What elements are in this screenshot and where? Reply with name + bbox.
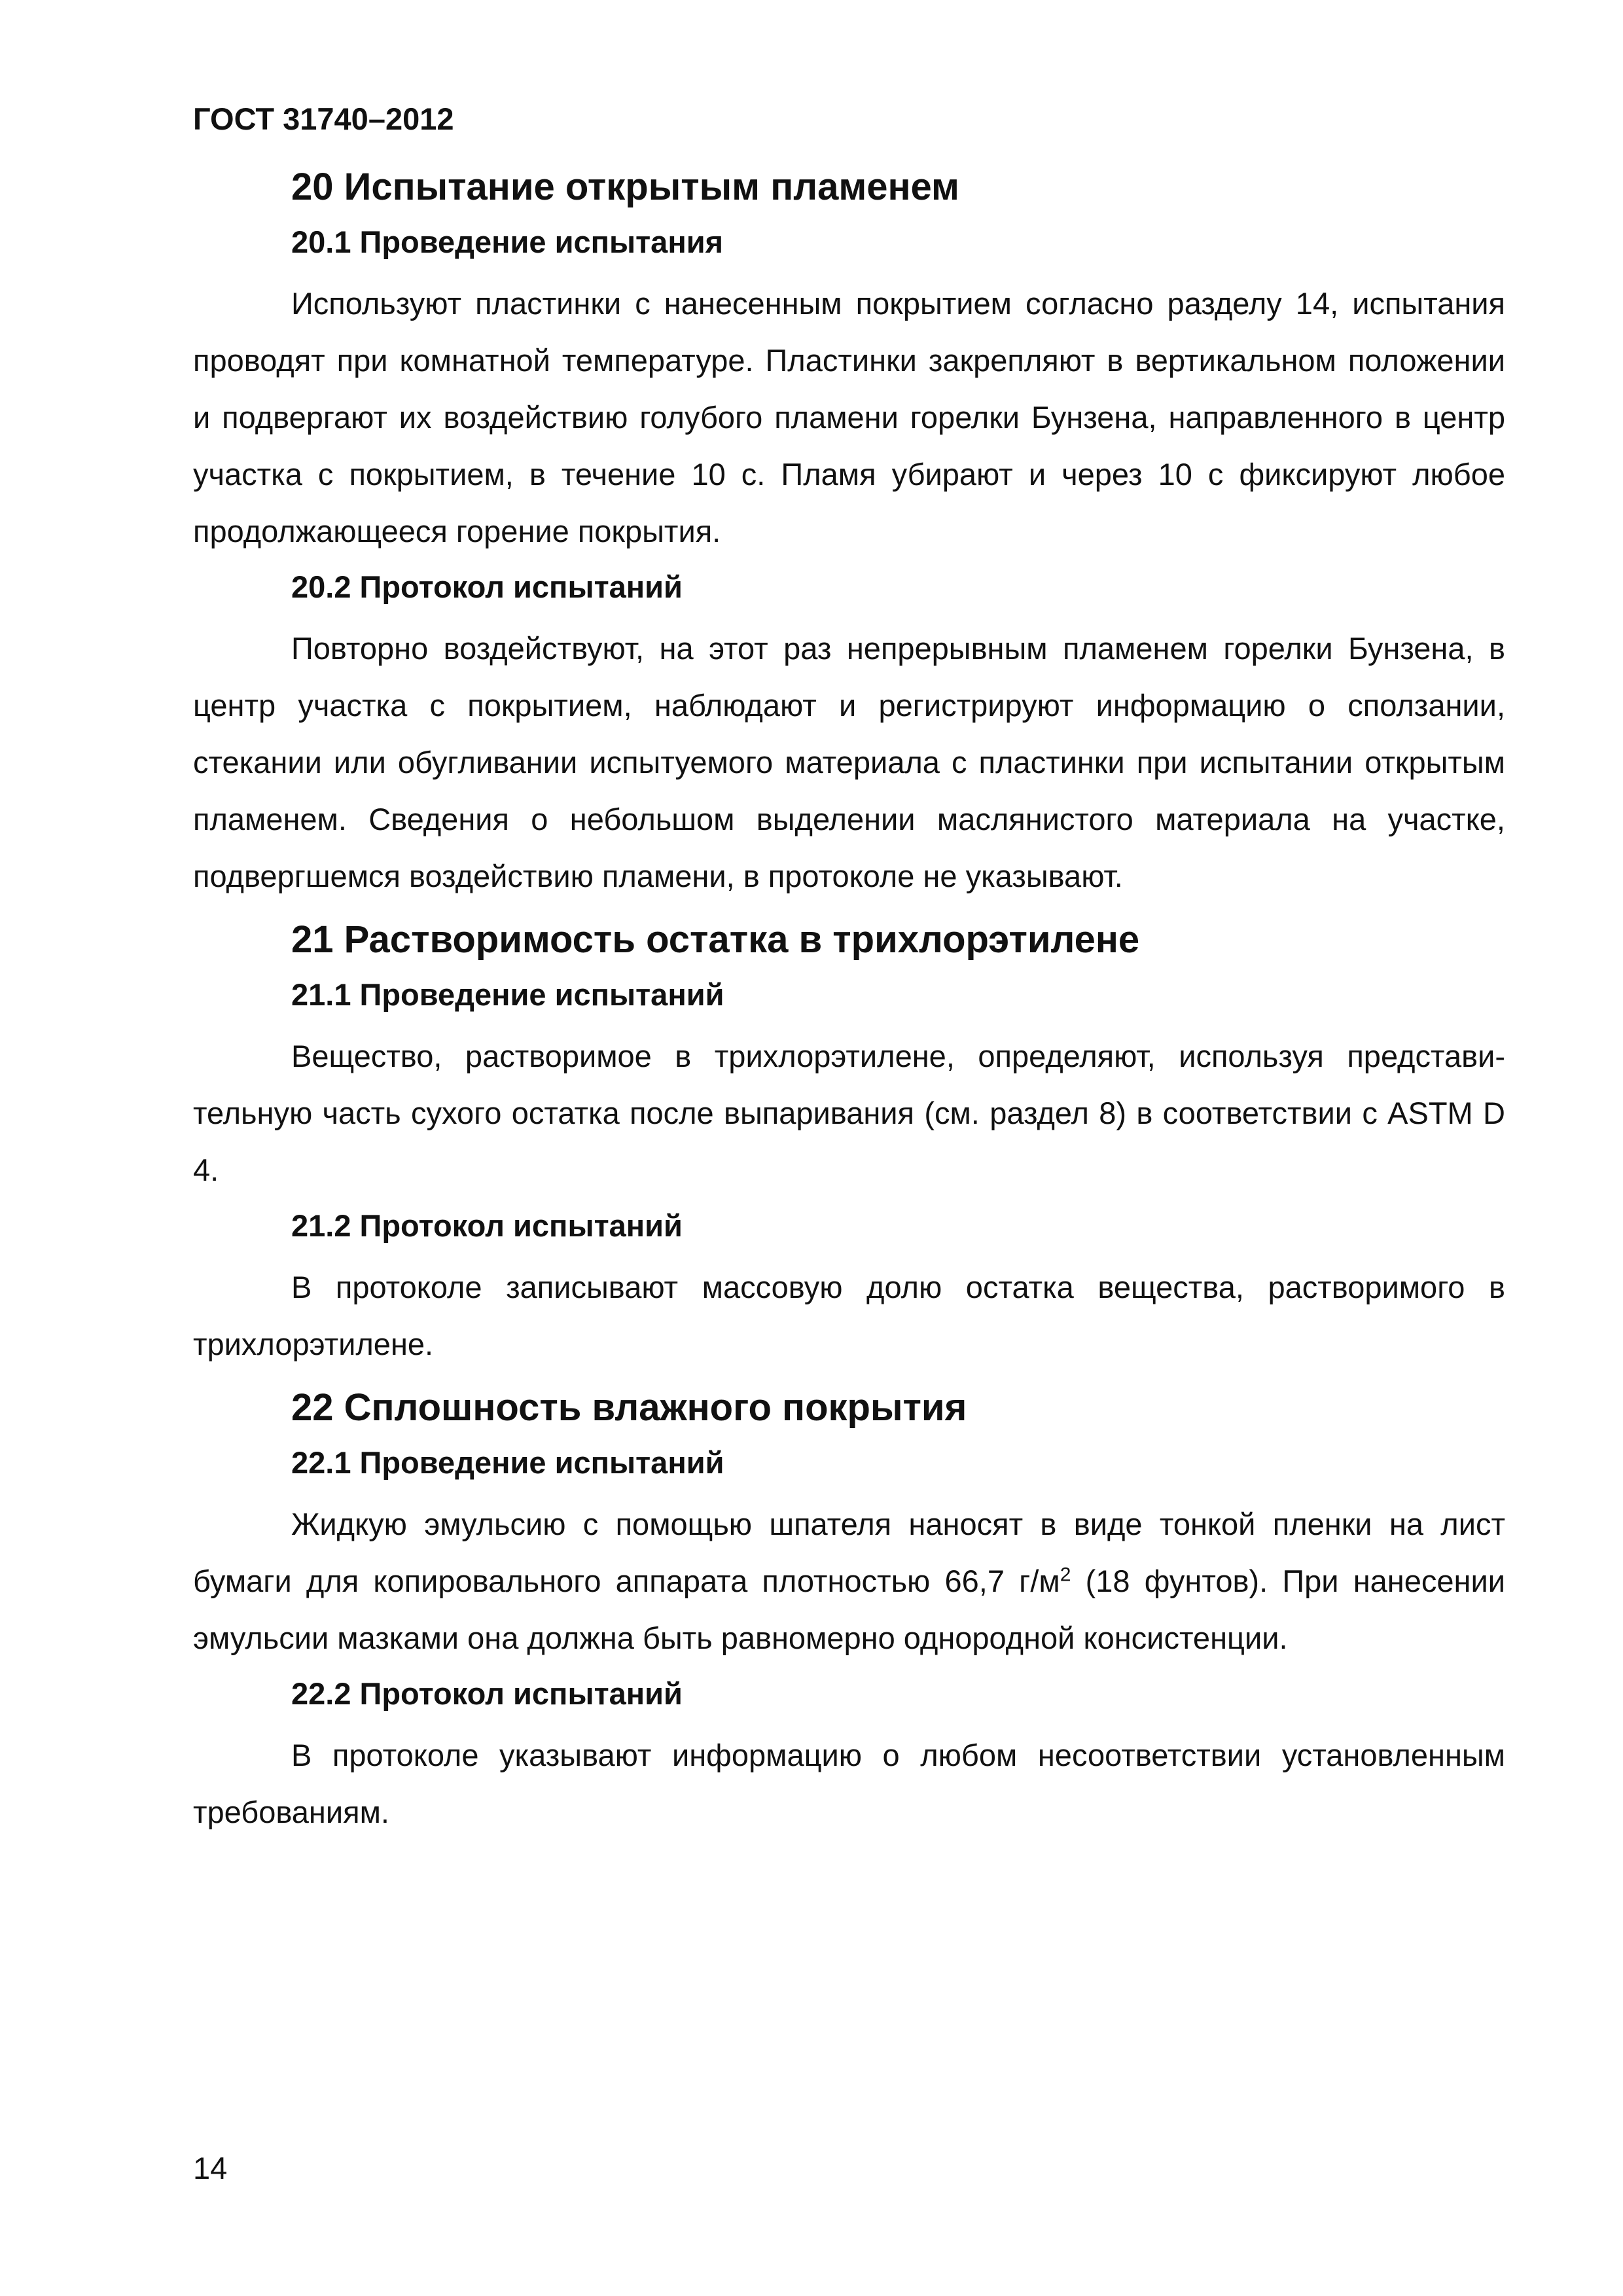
section-title: 22 Сплошность влажного покрытия bbox=[291, 1386, 967, 1429]
subsection-title: 21.2 Протокол испытаний bbox=[291, 1208, 683, 1243]
section-title: 20 Испытание открытым пламенем bbox=[291, 166, 959, 208]
paragraph: В протоколе указывают информацию о любом несоответствии установленным требованиям. bbox=[193, 1738, 1505, 1829]
subsection-title: 20.2 Протокол испытаний bbox=[291, 569, 683, 604]
superscript: 2 bbox=[1060, 1564, 1071, 1586]
paragraph: Повторно воздействуют, на этот раз непрерывным пламенем горелки Бунзена, в центр участка с покрытием, наблюдают и регистрируют информацию о сползании, стекании или обугливании испытуемого материала с пластинки при испытании открытым пламенем. Сведения о небольшом выделении маслянистого материала на участке, подвергшемся воздействию пламени, в протоколе не указывают. bbox=[193, 631, 1505, 893]
subsection-title: 20.1 Проведение испытания bbox=[291, 224, 724, 259]
subsection-title: 21.1 Проведение испытаний bbox=[291, 977, 724, 1012]
document-code-header: ГОСТ 31740–2012 bbox=[193, 101, 454, 136]
paragraph: Вещество, растворимое в трихлорэтилене, определяют, используя представительную часть сухого остатка после выпаривания (см. раздел 8) в соответствии с ASTM D 4. bbox=[193, 1039, 1505, 1187]
section-title: 21 Растворимость остатка в трихлорэтилене bbox=[291, 918, 1140, 961]
paragraph: Используют пластинки с нанесенным покрытием согласно разделу 14, испытания проводят при комнатной температуре. Пластинки закрепляют в вертикальном положении и подвергают их воздействию голубого пламени горелки Бунзена, направленного в центр участка с покрытием, в течение 10 с. Пламя убирают и через 10 с фиксируют любое продолжающееся горение покрытия. bbox=[193, 286, 1505, 548]
paragraph bbox=[193, 1496, 1505, 1666]
subsection-title: 22.1 Проведение испытаний bbox=[291, 1445, 724, 1480]
subsection-title: 22.2 Протокол испытаний bbox=[291, 1676, 683, 1711]
page-number: 14 bbox=[193, 2151, 228, 2185]
document-page bbox=[193, 92, 1505, 1846]
paragraph-text: Жидкую эмульсию с помощью шпателя наносят в виде тонкой пленки на лист бумаги для копировального аппарата плотностью 66,7 г/м bbox=[193, 1507, 1505, 1598]
paragraph: В протоколе записывают массовую долю остатка вещества, растворимого в трихлорэтилене. bbox=[193, 1270, 1505, 1361]
paragraph-text: (18 фунтов). При нанесении эмульсии мазками она должна быть равномерно однородной консистенции. bbox=[193, 1564, 1505, 1655]
